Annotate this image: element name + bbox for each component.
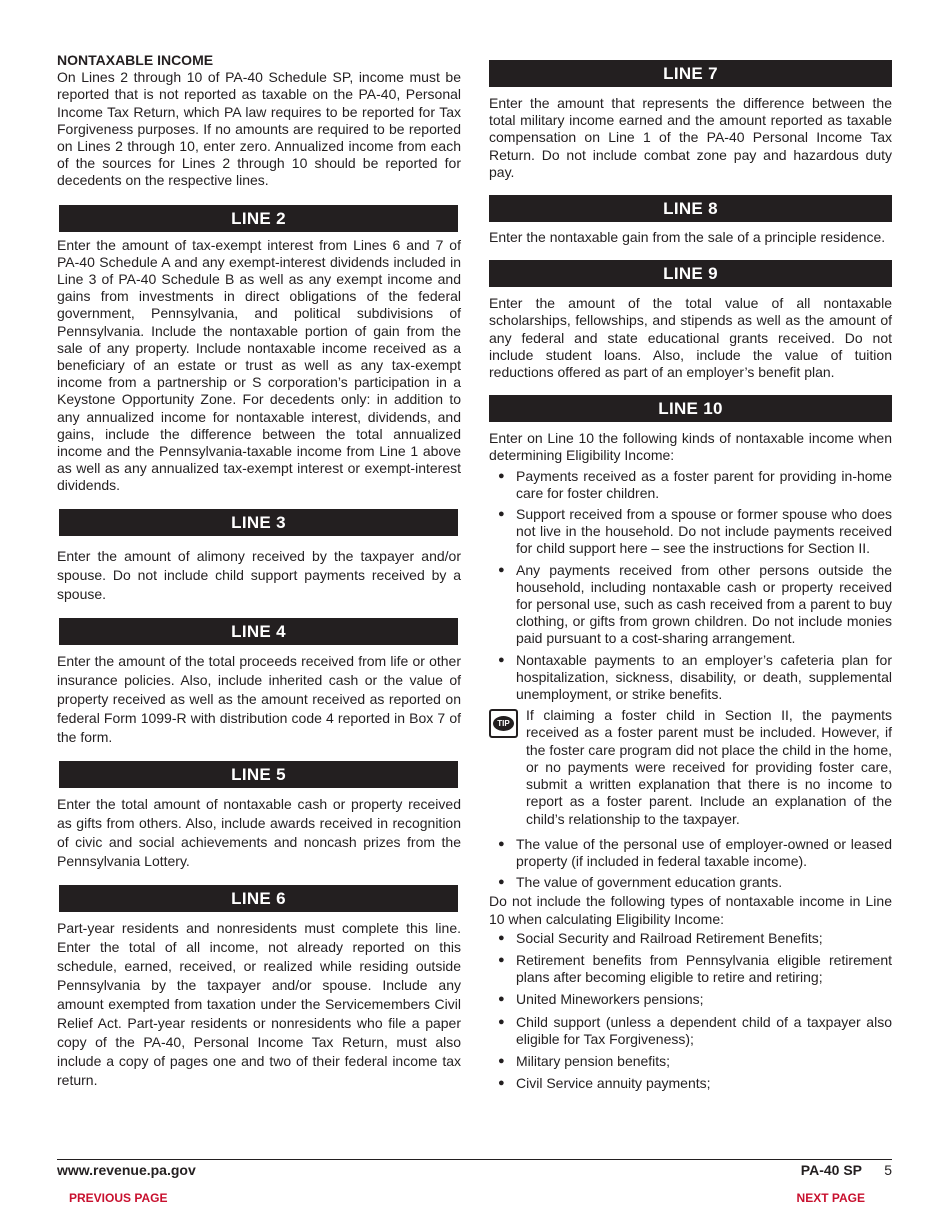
- footer-page-number: 5: [884, 1162, 892, 1178]
- line-7-header: LINE 7: [489, 60, 892, 87]
- list-item: ● Social Security and Railroad Retirement Benefits;: [489, 930, 892, 947]
- list-item: ● Civil Service annuity payments;: [489, 1075, 892, 1092]
- tip-note: [489, 707, 892, 827]
- line-4-header: LINE 4: [59, 618, 458, 645]
- nontaxable-income-text: On Lines 2 through 10 of PA-40 Schedule SP, income must be reported that is not reported as taxable on the PA-40, Personal Income Tax Return, which PA law requires to be reported for Tax Forgiveness purposes. If no amounts are required to be reported on Lines 2 through 10, enter zero. Annualized income from each of the sources for Lines 2 through 10 should be reported for decedents on the respective lines.: [57, 69, 461, 189]
- tip-icon-label: TIP: [493, 716, 514, 731]
- list-item: ● Nontaxable payments to an employer’s cafeteria plan for hospitalization, sickness, disability, or death, supplemental unemployment, or strike benefits.: [489, 652, 892, 704]
- list-item: ● The value of the personal use of employer-owned or leased property (if included in federal taxable income).: [489, 836, 892, 870]
- footer-form-id: PA-40 SP: [800, 1162, 862, 1178]
- list-item: ● Payments received as a foster parent for providing in-home care for foster children.: [489, 468, 892, 502]
- footer-website: www.revenue.pa.gov: [57, 1162, 196, 1178]
- line-5-header: LINE 5: [59, 761, 458, 788]
- line-2-text: Enter the amount of tax-exempt interest from Lines 6 and 7 of PA-40 Schedule A and any exempt-interest dividends included in Line 3 of PA-40 Schedule B as well as any exempt income and gains from investments in direct obligations of the federal government, Pennsylvania, and political subdivisions of Pennsylvania. Include the nontaxable portion of gain from the sale of any property. Include nontaxable income received as a beneficiary of an estate or trust as well as any tax-exempt income from a partnership or S corporation’s participation in a Keystone Opportunity Zone. For decedents only: in addition to any annualized income for nontaxable interest, dividends, and gains, include the difference between the total annualized income and the Pennsylvania-taxable income from Line 1 above as well as any annualized tax-exempt interest or exempt-interest dividends.: [57, 236, 461, 494]
- tip-icon: [489, 709, 518, 738]
- list-item: ● Military pension benefits;: [489, 1053, 892, 1070]
- footer-divider: [57, 1159, 892, 1160]
- next-page-link[interactable]: NEXT PAGE: [796, 1191, 865, 1205]
- line-10-include-list: [489, 468, 892, 704]
- line-8-header: LINE 8: [489, 195, 892, 222]
- line-3-header: LINE 3: [59, 509, 458, 536]
- line-3-text: Enter the amount of alimony received by the taxpayer and/or spouse. Do not include child support payments received by a spouse.: [57, 547, 461, 602]
- nontaxable-income-heading: NONTAXABLE INCOME: [57, 52, 214, 68]
- list-item: ● United Mineworkers pensions;: [489, 991, 892, 1008]
- line-6-header: LINE 6: [59, 885, 458, 912]
- right-column: [489, 60, 892, 1092]
- line-2-header: LINE 2: [59, 205, 458, 232]
- left-column: [57, 52, 461, 1090]
- line-9-text: Enter the amount of the total value of all nontaxable scholarships, fellowships, and stipends as well as the amount of any federal and state educational grants received. Do not include student loans. Also, include the value of tuition reductions offered as part of an employer’s benefit plan.: [489, 295, 892, 381]
- list-item: ● Support received from a spouse or former spouse who does not live in the household. Do not include payments received for child support here – see the instructions for Section II.: [489, 506, 892, 558]
- line-4-text: Enter the amount of the total proceeds received from life or other insurance policies. Also, include inherited cash or the value of property received as well as the amount received as reported on federal Form 1099-R with distribution code 4 reported in Box 7 of the form.: [57, 652, 461, 745]
- list-item: ● Retirement benefits from Pennsylvania eligible retirement plans after becoming eligible to retire and retiring;: [489, 952, 892, 986]
- line-6-text: Part-year residents and nonresidents must complete this line. Enter the total of all income, not already reported on this schedule, earned, received, or realized while residing outside Pennsylvania by the taxpayer and/or spouse. Include any amount exempted from taxation under the Servicemembers Civil Relief Act. Part-year residents or nonresidents who file a paper copy of the PA-40, Personal Income Tax Return, must also include a copy of pages one and two of their federal income tax return.: [57, 919, 461, 1088]
- previous-page-link[interactable]: PREVIOUS PAGE: [69, 1191, 168, 1205]
- line-10-include-list-continued: [489, 836, 892, 892]
- line-10-exclude-list: [489, 930, 892, 1093]
- line-10-exclude-intro: Do not include the following types of nontaxable income in Line 10 when calculating Eligibility Income:: [489, 893, 892, 927]
- line-7-text: Enter the amount that represents the difference between the total military income earned and the amount reported as taxable compensation on Line 1 of the PA-40 Personal Income Tax Return. Do not include combat zone pay and hazardous duty pay.: [489, 95, 892, 180]
- list-item: ● The value of government education grants.: [489, 874, 892, 891]
- line-10-header: LINE 10: [489, 395, 892, 422]
- line-10-intro: Enter on Line 10 the following kinds of nontaxable income when determining Eligibility Income:: [489, 430, 892, 464]
- tip-text: If claiming a foster child in Section II, the payments received as a foster parent must be included. However, if the foster care program did not place the child in the home, or no payments were received for providing foster care, submit a written explanation that there is no income to report as a foster parent. Include an explanation of the child’s relationship to the taxpayer.: [526, 707, 892, 827]
- list-item: ● Any payments received from other persons outside the household, including nontaxable cash or property received for personal use, such as cash received from a parent to buy clothing, or gifts from grown children. Do not include monies paid pursuant to a cost-sharing arrangement.: [489, 562, 892, 648]
- line-8-text: Enter the nontaxable gain from the sale of a principle residence.: [489, 229, 886, 246]
- list-item: ● Child support (unless a dependent child of a taxpayer also eligible for Tax Forgiveness);: [489, 1014, 892, 1048]
- line-9-header: LINE 9: [489, 260, 892, 287]
- line-5-text: Enter the total amount of nontaxable cash or property received as gifts from others. Also, include awards received in recognition of civic and social achievements and noncash prizes from the Pennsylvania Lottery.: [57, 795, 461, 869]
